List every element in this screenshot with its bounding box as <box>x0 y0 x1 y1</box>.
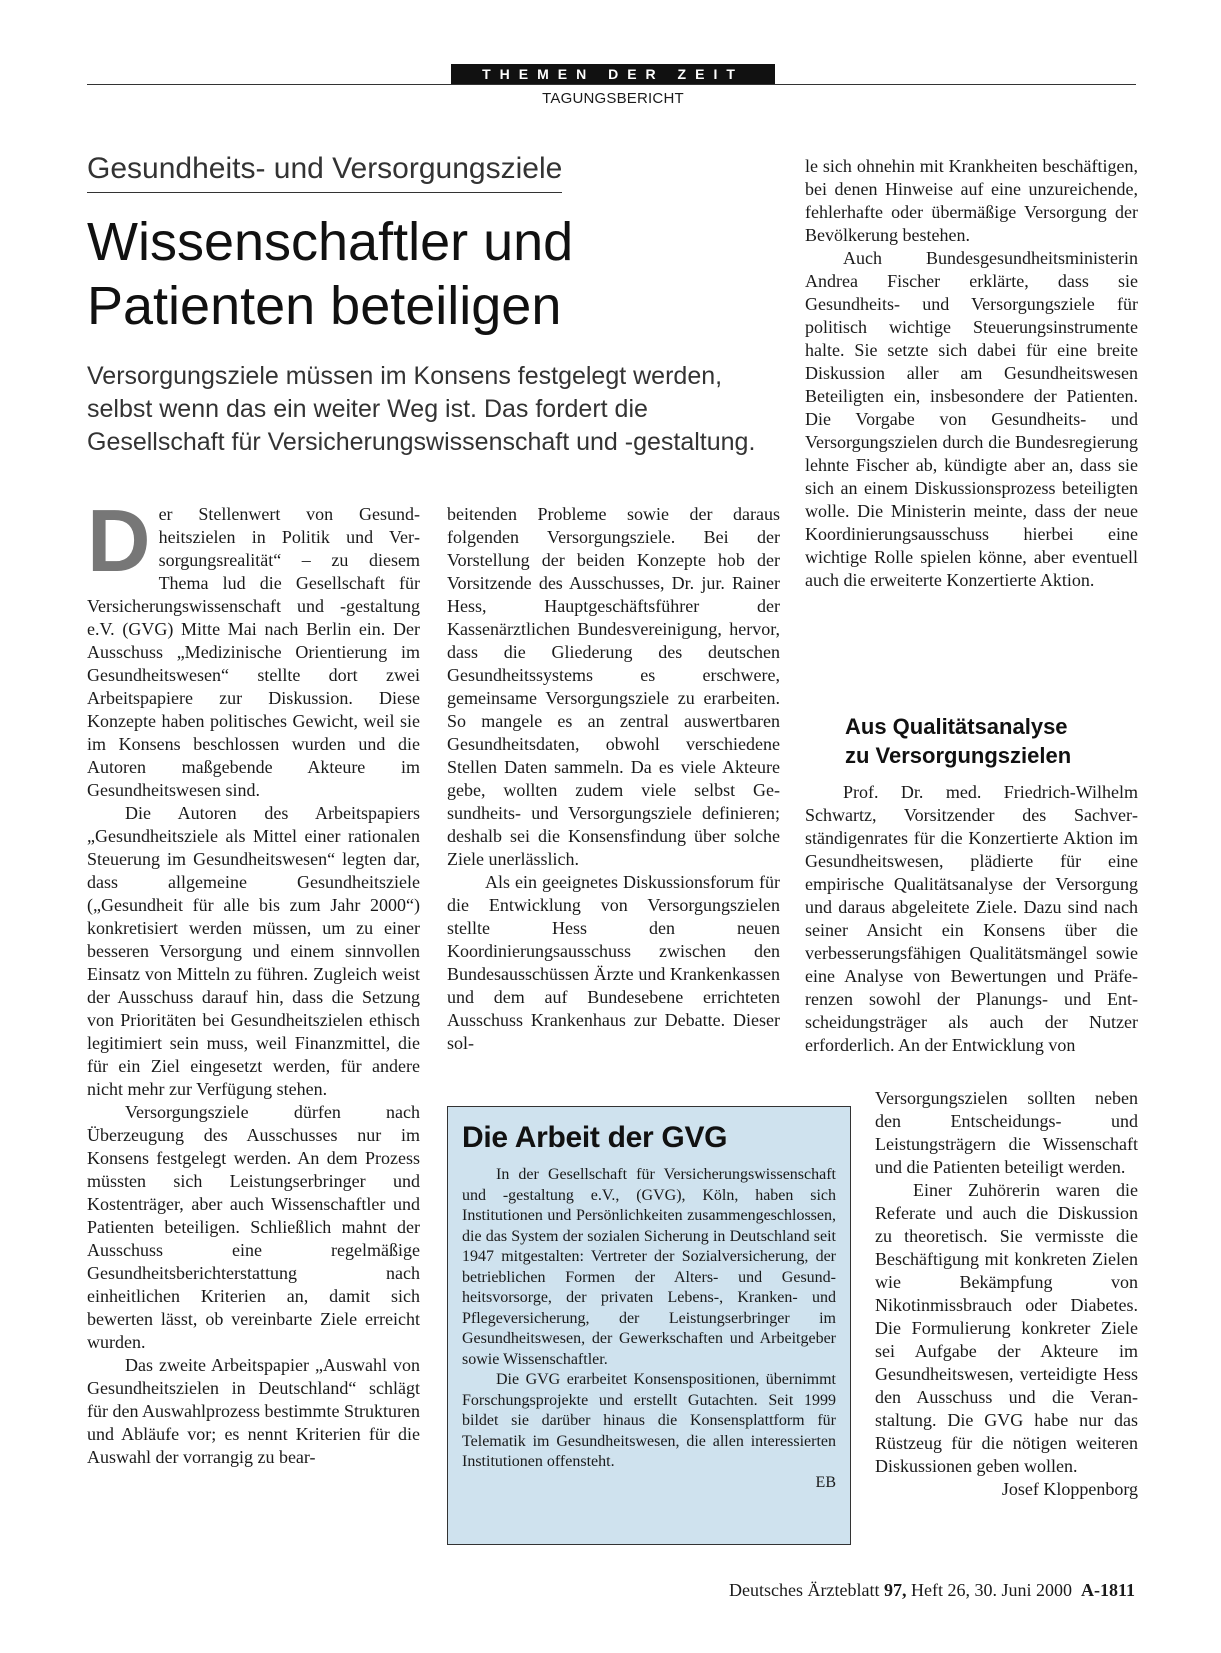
section-label: THEMEN DER ZEIT <box>451 64 775 84</box>
text-column-3 <box>805 155 1138 675</box>
paragraph <box>875 1179 1138 1499</box>
paragraph: Versorgungsziele dürfen nach Überzeugung des Ausschusses nur im Konsens festgelegt werden. An dem Prozess müssten sich Leistungserbringer und Kostenträger, aber auch Wissenschaftler und Patienten beteiligen. Schließlich mahnt der Ausschuss eine regelmäßige Gesundheitsberichterstattung nach einheitlichen Kriterien an, damit sich bewerten lässt, ob vereinbarte Ziele erreicht wurden. <box>87 1102 420 1352</box>
article-kicker: Gesundheits- und Versorgungsziele <box>87 152 562 193</box>
paragraph: le sich ohnehin mit Krankheiten beschäftigen, bei denen Hinweise auf eine unzureichende, fehlerhafte oder übermäßige Versorgung der Bevölkerung bestehen. <box>805 156 1138 245</box>
text-column-2 <box>447 503 780 1093</box>
subsection-label: TAGUNGSBERICHT <box>542 90 684 107</box>
info-box <box>447 1106 851 1545</box>
article-deck: Versorgungsziele müssen im Konsens festgelegt werden, selbst wenn das ein weiter Weg ist. Das fordert die Gesellschaft für Versicherungswissenschaft und -gestaltung. <box>87 362 756 456</box>
article-headline <box>87 210 767 338</box>
page-footer <box>729 1580 1135 1601</box>
paragraph: Versorgungszielen sollten neben den Entscheidungs- und Leistungsträgern die Wissenschaft und die Patienten beteiligt werden. <box>875 1088 1138 1177</box>
text-column-3-narrow <box>875 1087 1138 1549</box>
paragraph-text: Einer Zuhörerin waren die Referate und auch die Diskussion zu theoretisch. Sie vermisste die Beschäftigung mit konkreten Zielen wie Bekämpfung von Nikotinmissbrauch oder Diabetes. Die Formulierung konkreter Ziele sei Aufgabe der Akteure im Gesundheitswesen, verteidigte Hess den Ausschuss und die Veranstaltung. Die GVG habe nur das Rüstzeug für die nötigen weiteren Diskussionen geben wollen. <box>875 1180 1138 1476</box>
journal-issue: Heft 26, 30. Juni 2000 <box>911 1580 1072 1600</box>
header-rule <box>87 84 1136 85</box>
section-subhead <box>845 712 1135 770</box>
paragraph: Als ein geeignetes Diskussionsforum für die Entwicklung von Versorgungszielen stellte Hess den neuen Koordinierungsausschuss zwischen den Bundesausschüssen Ärzte und Krankenkassen und dem auf Bundesebene errichteten Ausschuss Krankenhaus zur Debatte. Dieser sol- <box>447 872 780 1053</box>
author-byline: Josef Kloppenborg <box>1001 1479 1138 1499</box>
info-box-signature: EB <box>815 1473 836 1491</box>
headline-line-2: Patienten beteiligen <box>87 276 562 336</box>
subhead-line-1: Aus Qualitätsanalyse <box>845 714 1068 739</box>
journal-name: Deutsches Ärzteblatt <box>729 1580 880 1600</box>
paragraph: er Stellenwert von Gesundheitszielen in Politik und Versorgungsrealität“ – zu diesem Thema lud die Gesellschaft für Versicherungswissenschaft und -gestaltung e.V. (GVG) Mitte Mai nach Berlin ein. Der Ausschuss „Medizinische Orientierung im Gesundheitswesen“ stellte dort zwei Arbeitspapiere zur Diskussion. Diese Konzepte haben politisches Gewicht, weil sie im Konsens beschlossen wurden und die Autoren maßgebende Akteure im Gesundheitswesen sind. <box>87 504 420 800</box>
info-box-title: Die Arbeit der GVG <box>462 1121 728 1154</box>
page-number: A-1811 <box>1081 1580 1135 1600</box>
info-box-paragraph: In der Gesellschaft für Versicherungswissenschaft und -gestaltung e.V., (GVG), Köln, haben sich Institutionen und Persönlichkeiten zusammengeschlossen, die das System der sozialen Sicherung in Deutschland seit 1947 mitgestalten: Vertreter der Sozialversicherung, der betrieblichen Formen der Alters- und Gesundheitsvorsorge, der privaten Lebens-, Kranken- und Pflegeversicherung, der Leistungserbringer im Gesundheitswesen, der Gewerkschaften und Arbeitgeber sowie Wissenschaftler. <box>462 1166 836 1368</box>
paragraph: beitenden Probleme sowie der daraus folgenden Versorgungsziele. Bei der Vorstellung der beiden Konzepte hob der Vorsitzende des Ausschusses, Dr. jur. Rainer Hess, Hauptgeschäftsführer der Kassenärztlichen Bundesvereinigung, hervor, dass die Gliederung des deutschen Gesundheitssystems es erschwere, gemeinsame Versorgungsziele zu erarbeiten. So mangele es an zentral auswertbaren Gesundheitsdaten, obwohl verschiedene Stellen Daten sammeln. Da es viele Akteure gebe, wollten zudem viele selbst Gesundheits- und Versorgungsziele definieren; deshalb sei die Konsensfindung über solche Ziele unerlässlich. <box>447 504 780 869</box>
text-column-3-continued <box>805 781 1138 1091</box>
journal-volume: 97, <box>884 1580 907 1600</box>
headline-line-1: Wissenschaftler und <box>87 212 574 272</box>
paragraph: Auch Bundesgesundheitsministerin Andrea Fischer erklärte, dass sie Gesundheits- und Versorgungsziele für politisch wichtige Steuerungsinstrumente halte. Sie setzte sich dabei für eine breite Diskussion aller am Gesundheitswesen Beteiligten ein, insbesondere der Patienten. Die Vorgabe von Gesundheits- und Versorgungszielen durch die Bundesregierung lehnte Fischer ab, kündigte aber an, dass sie sich an einem Diskussionsprozess beteiligten wolle. Die Ministerin meinte, dass der neue Koordinierungsausschuss hierbei eine wichtige Rolle spielen könne, aber eventuell auch die erweiterte Konzertierte Aktion. <box>805 248 1138 590</box>
paragraph: Die Autoren des Arbeitspapiers „Gesundheitsziele als Mittel einer rationalen Steuerung im Gesundheitswesen“ legten dar, dass allgemeine Gesundheitsziele („Gesundheit für alle bis zum Jahr 2000“) konkretisiert werden müssen, um zu einer besseren Versorgung und einem sinnvollen Einsatz von Mitteln zu führen. Zugleich weist der Ausschuss darauf hin, dass die Setzung von Prioritäten bei Gesundheitszielen ethisch legitimiert sein muss, weil Finanzmittel, die für ein Ziel eingesetzt werden, für andere nicht mehr zur Verfügung stehen. <box>87 803 420 1099</box>
drop-cap: D <box>87 503 151 590</box>
info-box-body <box>462 1165 836 1493</box>
subhead-line-2: zu Versorgungszielen <box>845 743 1072 768</box>
paragraph: Prof. Dr. med. Friedrich-Wilhelm Schwartz, Vorsitzender des Sachverständigenrates für die Konzertierte Aktion im Gesundheitswesen, plädierte für eine empirische Qualitätsanalyse der Versorgung und daraus abgeleitete Ziele. Dazu sind nach seiner Ansicht ein Konsens über die verbesserungsfähigen Qualitätsmängel sowie eine Analyse von Bewertungen und Präferenzen sowohl der Planungs- und Entscheidungsträger als auch der Nutzer erforderlich. An der Entwicklung von <box>805 782 1138 1055</box>
text-column-1 <box>87 503 420 1543</box>
paragraph: Das zweite Arbeitspapier „Auswahl von Gesundheitszielen in Deutschland“ schlägt für den Auswahlprozess bestimmte Strukturen und Abläufe vor; es nennt Kriterien für die Auswahl der vorrangig zu bear- <box>87 1355 420 1467</box>
info-box-paragraph: Die GVG erarbeitet Konsenspositionen, übernimmt Forschungsprojekte und erstellt Gutachten. Seit 1999 bildet sie darüber hinaus die Konsensplattform für Telematik im Gesundheitswesen, die allen interessierten Institutionen offensteht. <box>462 1371 836 1470</box>
